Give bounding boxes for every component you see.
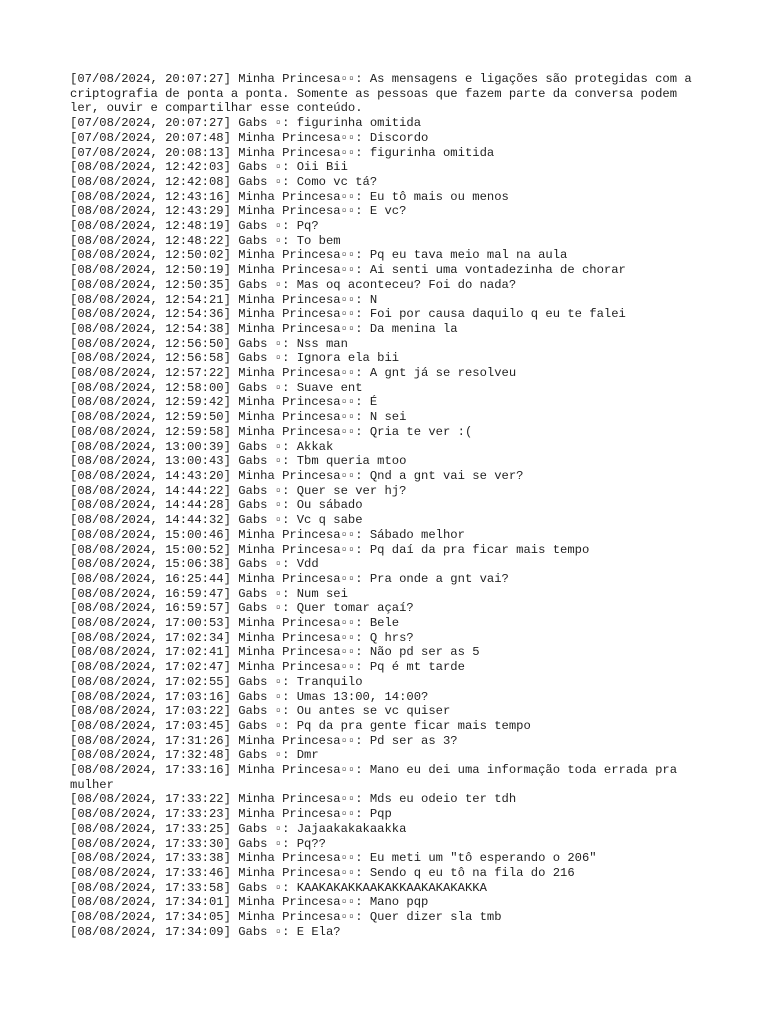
message-line: [08/08/2024, 16:59:57] Gabs ▫: Quer tomar açaí? bbox=[70, 601, 414, 616]
message-line: [08/08/2024, 13:00:39] Gabs ▫: Akkak bbox=[70, 439, 334, 454]
message-line: [08/08/2024, 14:44:22] Gabs ▫: Quer se ver hj? bbox=[70, 483, 407, 498]
message-line: [08/08/2024, 15:06:38] Gabs ▫: Vdd bbox=[70, 557, 319, 572]
message-line: [07/08/2024, 20:07:48] Minha Princesa▫▫: Discordo bbox=[70, 130, 429, 145]
message-line: [08/08/2024, 17:31:26] Minha Princesa▫▫: Pd ser as 3? bbox=[70, 733, 458, 748]
message-line: [08/08/2024, 17:02:34] Minha Princesa▫▫: Q hrs? bbox=[70, 630, 414, 645]
message-line: [07/08/2024, 20:07:27] Gabs ▫: figurinha omitida bbox=[70, 116, 422, 131]
message-line: [08/08/2024, 12:58:00] Gabs ▫: Suave ent bbox=[70, 380, 363, 395]
message-line: [08/08/2024, 12:48:19] Gabs ▫: Pq? bbox=[70, 219, 319, 234]
message-line: [08/08/2024, 17:00:53] Minha Princesa▫▫: Bele bbox=[70, 616, 400, 631]
message-line: [08/08/2024, 17:33:25] Gabs ▫: Jajaakakakaakka bbox=[70, 821, 407, 836]
message-line: [08/08/2024, 13:00:43] Gabs ▫: Tbm queria mtoo bbox=[70, 454, 407, 469]
message-line: [08/08/2024, 12:57:22] Minha Princesa▫▫: A gnt já se resolveu bbox=[70, 366, 517, 381]
message-line: [08/08/2024, 14:44:28] Gabs ▫: Ou sábado bbox=[70, 498, 363, 513]
chat-transcript bbox=[70, 72, 710, 939]
message-line: [08/08/2024, 17:03:45] Gabs ▫: Pq da pra gente ficar mais tempo bbox=[70, 718, 531, 733]
message-line: [08/08/2024, 17:02:55] Gabs ▫: Tranquilo bbox=[70, 674, 363, 689]
message-line: [08/08/2024, 17:33:38] Minha Princesa▫▫: Eu meti um "tô esperando o 206" bbox=[70, 851, 597, 866]
message-line: [08/08/2024, 12:59:42] Minha Princesa▫▫: É bbox=[70, 395, 378, 410]
message-line: [08/08/2024, 12:42:08] Gabs ▫: Como vc tá? bbox=[70, 174, 378, 189]
message-line: [08/08/2024, 17:33:46] Minha Princesa▫▫: Sendo q eu tô na fila do 216 bbox=[70, 865, 575, 880]
message-line: [08/08/2024, 17:33:22] Minha Princesa▫▫: Mds eu odeio ter tdh bbox=[70, 792, 517, 807]
message-line: [08/08/2024, 14:44:32] Gabs ▫: Vc q sabe bbox=[70, 513, 363, 528]
message-line: [08/08/2024, 17:34:05] Minha Princesa▫▫: Quer dizer sla tmb bbox=[70, 910, 502, 925]
message-line: [08/08/2024, 12:59:50] Minha Princesa▫▫: N sei bbox=[70, 410, 407, 425]
message-line: [08/08/2024, 16:59:47] Gabs ▫: Num sei bbox=[70, 586, 348, 601]
message-line: [08/08/2024, 12:59:58] Minha Princesa▫▫: Qria te ver :( bbox=[70, 424, 473, 439]
message-line: [08/08/2024, 17:03:22] Gabs ▫: Ou antes se vc quiser bbox=[70, 704, 451, 719]
message-line: [08/08/2024, 17:33:58] Gabs ▫: KAAKAKAKKAAKAKKAAKAKAKAKKA bbox=[70, 880, 487, 895]
message-line: [07/08/2024, 20:07:27] Minha Princesa▫▫: As mensagens e ligações são protegidas com a criptografia de ponta a ponta. Somente as pessoas que fazem parte da conversa podem ler, ouvir e compartilhar esse conteúdo. bbox=[70, 72, 699, 116]
message-line: [08/08/2024, 15:00:46] Minha Princesa▫▫: Sábado melhor bbox=[70, 527, 465, 542]
message-line: [08/08/2024, 12:56:50] Gabs ▫: Nss man bbox=[70, 336, 348, 351]
message-line: [08/08/2024, 12:50:19] Minha Princesa▫▫: Ai senti uma vontadezinha de chorar bbox=[70, 263, 626, 278]
message-line: [08/08/2024, 17:02:41] Minha Princesa▫▫: Não pd ser as 5 bbox=[70, 645, 480, 660]
message-line: [08/08/2024, 12:54:36] Minha Princesa▫▫: Foi por causa daquilo q eu te falei bbox=[70, 307, 626, 322]
message-line: [08/08/2024, 12:54:21] Minha Princesa▫▫: N bbox=[70, 292, 378, 307]
message-line: [08/08/2024, 14:43:20] Minha Princesa▫▫: Qnd a gnt vai se ver? bbox=[70, 468, 524, 483]
message-line: [08/08/2024, 12:43:16] Minha Princesa▫▫: Eu tô mais ou menos bbox=[70, 189, 509, 204]
message-line: [08/08/2024, 12:48:22] Gabs ▫: To bem bbox=[70, 233, 341, 248]
message-line: [08/08/2024, 12:56:58] Gabs ▫: Ignora ela bii bbox=[70, 351, 400, 366]
message-line: [07/08/2024, 20:08:13] Minha Princesa▫▫: figurinha omitida bbox=[70, 145, 495, 160]
message-line: [08/08/2024, 12:50:35] Gabs ▫: Mas oq aconteceu? Foi do nada? bbox=[70, 277, 517, 292]
message-line: [08/08/2024, 12:50:02] Minha Princesa▫▫: Pq eu tava meio mal na aula bbox=[70, 248, 568, 263]
message-line: [08/08/2024, 15:00:52] Minha Princesa▫▫: Pq daí da pra ficar mais tempo bbox=[70, 542, 590, 557]
message-line: [08/08/2024, 12:43:29] Minha Princesa▫▫: E vc? bbox=[70, 204, 407, 219]
message-line: [08/08/2024, 17:33:23] Minha Princesa▫▫: Pqp bbox=[70, 807, 392, 822]
message-line: [08/08/2024, 17:02:47] Minha Princesa▫▫: Pq é mt tarde bbox=[70, 660, 465, 675]
message-line: [08/08/2024, 17:34:09] Gabs ▫: E Ela? bbox=[70, 924, 341, 939]
message-line: [08/08/2024, 16:25:44] Minha Princesa▫▫: Pra onde a gnt vai? bbox=[70, 571, 509, 586]
message-line: [08/08/2024, 17:33:16] Minha Princesa▫▫: Mano eu dei uma informação toda errada pra mulher bbox=[70, 763, 685, 792]
message-line: [08/08/2024, 17:03:16] Gabs ▫: Umas 13:00, 14:00? bbox=[70, 689, 429, 704]
message-line: [08/08/2024, 12:42:03] Gabs ▫: Oii Bii bbox=[70, 160, 348, 175]
message-line: [08/08/2024, 17:33:30] Gabs ▫: Pq?? bbox=[70, 836, 326, 851]
message-line: [08/08/2024, 17:32:48] Gabs ▫: Dmr bbox=[70, 748, 319, 763]
message-line: [08/08/2024, 17:34:01] Minha Princesa▫▫: Mano pqp bbox=[70, 895, 429, 910]
message-line: [08/08/2024, 12:54:38] Minha Princesa▫▫: Da menina la bbox=[70, 321, 458, 336]
